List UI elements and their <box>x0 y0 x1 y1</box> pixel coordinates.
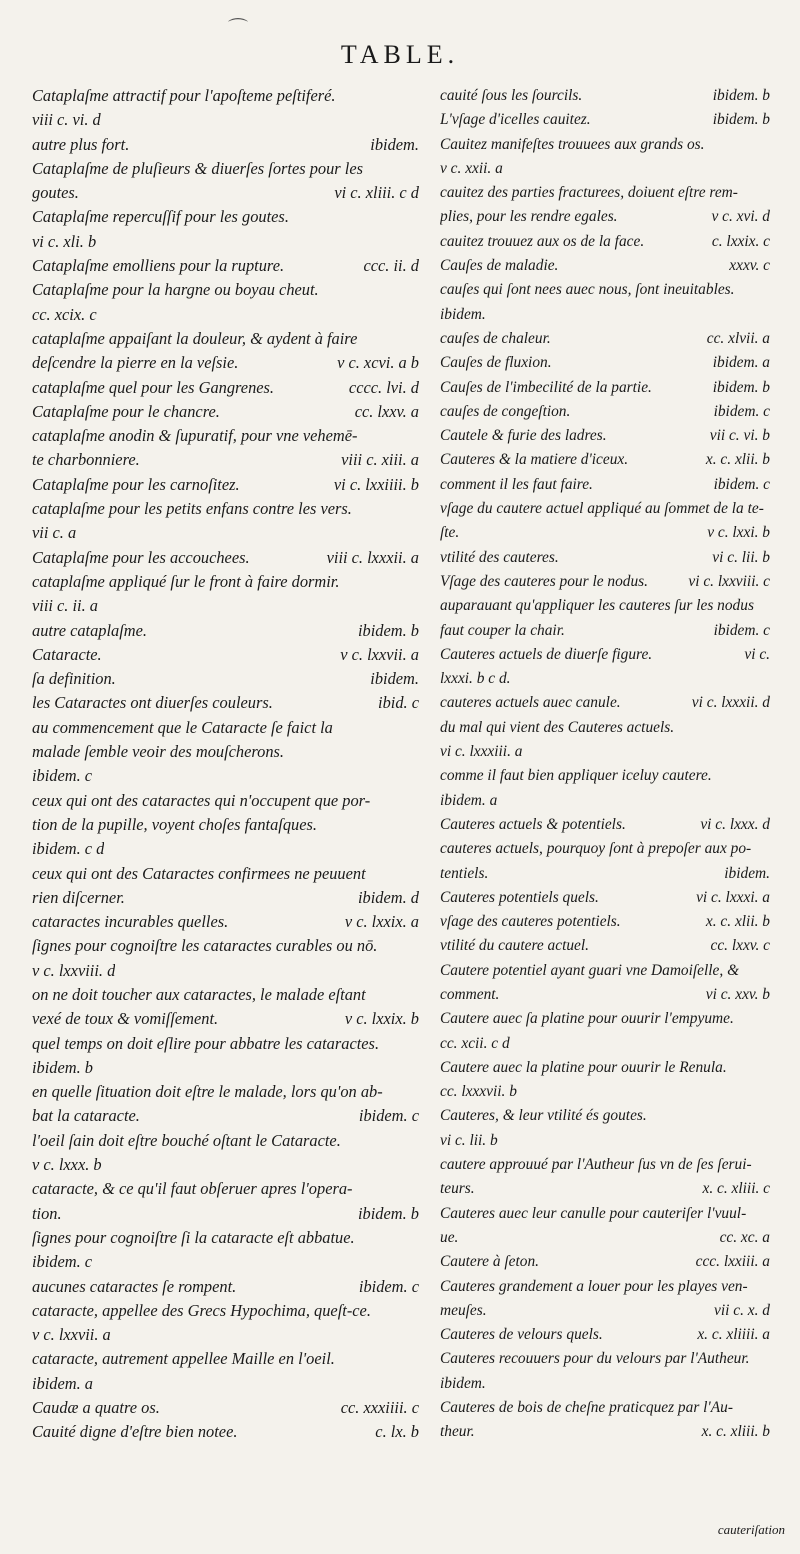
index-entry <box>32 157 419 181</box>
entry-reference: vii c. x. d <box>714 1301 770 1319</box>
entry-reference: vii c. vi. b <box>709 427 770 445</box>
index-entry <box>32 1299 419 1323</box>
index-entry <box>32 473 419 497</box>
entry-text: Cauſes de l'imbecilité de la partie. <box>440 378 652 396</box>
entry-text: vſage des cauteres potentiels. <box>440 913 621 931</box>
entry-text: vi c. lxxxiii. a <box>440 743 523 761</box>
index-entry <box>440 691 770 715</box>
entry-text: Cautele & furie des ladres. <box>440 427 607 445</box>
entry-text: Cauſes de fluxion. <box>440 354 552 372</box>
entry-text: meuſes. <box>440 1301 487 1319</box>
entry-text: ue. <box>440 1228 459 1246</box>
index-entry <box>440 594 770 618</box>
index-entry <box>440 764 770 788</box>
index-entry <box>32 764 419 788</box>
entry-text: ceux qui ont des cataractes qui n'occupent que por- <box>32 790 371 810</box>
entry-reference: ibidem. b <box>712 111 770 129</box>
entry-reference: ibidem. d <box>357 887 419 907</box>
index-entry <box>440 1153 770 1177</box>
index-entry <box>32 1032 419 1056</box>
index-entry <box>440 1275 770 1299</box>
entry-text: te charbonniere. <box>32 450 140 470</box>
entry-text: Cauteres potentiels quels. <box>440 888 599 906</box>
entry-text: cauitez trouuez aux os de la face. <box>440 232 645 250</box>
entry-text: ibidem. a <box>440 791 498 809</box>
entry-reference: ibidem. b <box>712 378 770 396</box>
entry-text: cc. xcii. c d <box>440 1034 510 1052</box>
index-entry <box>440 546 770 570</box>
index-entry <box>440 424 770 448</box>
index-entry <box>32 789 419 813</box>
entry-text: cauteres actuels auec canule. <box>440 694 621 712</box>
index-entry <box>440 934 770 958</box>
index-entry <box>440 1032 770 1056</box>
index-entry <box>440 667 770 691</box>
index-entry <box>440 789 770 813</box>
entry-text: Cataplaſme pour le chancre. <box>32 401 220 421</box>
entry-reference: x. c. xliii. b <box>701 1423 770 1441</box>
index-entry <box>440 497 770 521</box>
entry-text: Vſage des cauteres pour le nodus. <box>440 572 649 590</box>
index-entry <box>440 1056 770 1080</box>
index-entry <box>440 813 770 837</box>
index-entry <box>440 1299 770 1323</box>
index-entry <box>440 1226 770 1250</box>
entry-text: v c. lxxx. b <box>32 1155 102 1175</box>
index-entry <box>440 448 770 472</box>
index-entry <box>32 983 419 1007</box>
index-entry <box>32 1153 419 1177</box>
index-entry <box>32 594 419 618</box>
entry-text: viii c. ii. a <box>32 596 99 616</box>
index-entry <box>32 376 419 400</box>
index-entry <box>32 862 419 886</box>
index-entry <box>440 376 770 400</box>
index-entry <box>32 448 419 472</box>
index-entry <box>440 157 770 181</box>
entry-text: comment. <box>440 985 500 1003</box>
index-entry <box>440 1129 770 1153</box>
index-entry <box>32 1420 419 1444</box>
index-entry <box>440 570 770 594</box>
entry-text: cataractes incurables quelles. <box>32 912 229 932</box>
index-entry <box>440 1420 770 1444</box>
index-entry <box>440 181 770 205</box>
entry-text: malade ſemble veoir des mouſcherons. <box>32 742 285 762</box>
index-entry <box>440 84 770 108</box>
index-entry <box>32 1104 419 1128</box>
index-entry <box>440 400 770 424</box>
entry-reference: x. c. xliii. c <box>702 1180 770 1198</box>
entry-text: cataracte, autrement appellee Maille en l'oeil. <box>32 1349 335 1369</box>
entry-text: ceux qui ont des Cataractes confirmees ne peuuent <box>32 863 366 883</box>
entry-text: Cauitez manifeſtes trouuees aux grands os. <box>440 135 705 153</box>
index-column-left <box>32 84 419 1445</box>
index-entry <box>440 278 770 302</box>
entry-text: cautere approuué par l'Autheur ſus vn de ſes ſerui- <box>440 1156 752 1174</box>
index-entry <box>440 1104 770 1128</box>
index-entry <box>32 230 419 254</box>
entry-text: vi c. lii. b <box>440 1131 498 1149</box>
entry-text: autre cataplaſme. <box>32 620 148 640</box>
entry-text: les Cataractes ont diuerſes couleurs. <box>32 693 273 713</box>
index-entry <box>32 181 419 205</box>
entry-text: cauité ſous les ſourcils. <box>440 87 583 104</box>
entry-text: l'oeil ſain doit eſtre bouché oſtant le Cataracte. <box>32 1130 341 1150</box>
index-entry <box>32 424 419 448</box>
entry-text: ſa definition. <box>32 669 116 689</box>
entry-text: tion. <box>32 1203 62 1223</box>
index-entry <box>32 910 419 934</box>
entry-text: Cauteres & la matiere d'iceux. <box>440 451 629 469</box>
index-entry <box>32 1177 419 1201</box>
entry-text: viii c. vi. d <box>32 110 101 130</box>
entry-text: rien diſcerner. <box>32 887 125 907</box>
index-entry <box>32 619 419 643</box>
index-entry <box>440 327 770 351</box>
entry-reference: ibidem. a <box>712 354 770 372</box>
index-entry <box>32 278 419 302</box>
index-entry <box>32 1080 419 1104</box>
entry-reference: ibidem. b <box>712 87 770 104</box>
entry-reference: v c. lxxi. b <box>707 524 770 542</box>
index-entry <box>32 1275 419 1299</box>
entry-text: ibidem. c d <box>32 839 105 859</box>
index-entry <box>32 400 419 424</box>
entry-reference: ibidem. <box>370 669 419 689</box>
index-entry <box>440 643 770 667</box>
entry-text: Cataplaſme repercuſſif pour les goutes. <box>32 207 289 227</box>
entry-text: cataplaſme appaiſant la douleur, & aydent à faire <box>32 328 358 348</box>
entry-reference: ibidem. <box>370 134 419 154</box>
entry-text: ſignes pour cognoiſtre les cataractes curables ou nō. <box>32 936 378 956</box>
entry-reference: viii c. xiii. a <box>341 450 419 470</box>
entry-text: vexé de toux & vomiſſement. <box>32 1009 219 1029</box>
index-entry <box>32 84 419 108</box>
index-entry <box>32 205 419 229</box>
index-entry <box>32 1056 419 1080</box>
entry-text: cauſes de chaleur. <box>440 329 551 347</box>
entry-text: faut couper la chair. <box>440 621 565 639</box>
index-entry <box>440 716 770 740</box>
entry-text: Cautere potentiel ayant guari vne Damoiſelle, & <box>440 961 740 979</box>
entry-text: cataplaſme anodin & ſupuratif, pour vne vehemē- <box>32 426 358 446</box>
index-entry <box>32 254 419 278</box>
index-entry <box>32 351 419 375</box>
index-entry <box>440 1396 770 1420</box>
entry-text: Cautere à ſeton. <box>440 1253 540 1271</box>
index-entry <box>32 1129 419 1153</box>
entry-text: au commencement que le Cataracte ſe faict la <box>32 717 333 737</box>
entry-reference: vi c. lii. b <box>712 548 770 566</box>
entry-text: quel temps on doit eſlire pour abbatre les cataractes. <box>32 1033 380 1053</box>
entry-reference: ibidem. c <box>713 621 770 639</box>
entry-reference: ccc. lxxiii. a <box>695 1253 770 1271</box>
entry-reference: vi c. xliii. c d <box>334 183 419 203</box>
index-entry <box>440 133 770 157</box>
entry-reference: ibidem. b <box>357 620 419 640</box>
entry-reference: v c. lxxix. b <box>344 1009 419 1029</box>
index-entry <box>32 1007 419 1031</box>
index-entry <box>32 1250 419 1274</box>
entry-reference: vi c. lxxxii. d <box>691 694 770 712</box>
entry-text: cataplaſme appliqué ſur le front à faire dormir. <box>32 571 340 591</box>
entry-text: cauſes qui ſont nees auec nous, ſont ineuitables. <box>440 281 735 299</box>
entry-text: comment il les faut faire. <box>440 475 593 493</box>
entry-reference: ccc. ii. d <box>363 256 419 276</box>
entry-reference: vi c. lxxx. d <box>700 815 770 833</box>
entry-reference: cccc. lvi. d <box>348 377 419 397</box>
index-entry <box>440 740 770 764</box>
entry-text: v c. xxii. a <box>440 159 503 177</box>
entry-reference: x. c. xliiii. a <box>697 1326 770 1344</box>
index-entry <box>440 1347 770 1371</box>
entry-text: ibidem. c <box>32 766 93 786</box>
entry-text: v c. lxxviii. d <box>32 960 116 980</box>
index-entry <box>32 934 419 958</box>
index-entry <box>440 254 770 278</box>
entry-text: Cauteres grandement a louer pour les playes ven- <box>440 1277 748 1295</box>
entry-text: Cauteres recouuers pour du velours par l'Autheur. <box>440 1350 750 1368</box>
index-entry <box>440 521 770 545</box>
entry-reference: ibidem. <box>724 864 770 882</box>
entry-text: Cautere auec la platine pour ouurir le Renula. <box>440 1058 727 1076</box>
index-entry <box>440 862 770 886</box>
entry-text: aucunes cataractes ſe rompent. <box>32 1276 237 1296</box>
entry-text: auparauant qu'appliquer les cauteres ſur les nodus <box>440 597 754 615</box>
entry-reference: cc. lxxv. c <box>710 937 770 955</box>
entry-text: L'vſage d'icelles cauitez. <box>440 111 591 129</box>
entry-text: autre plus fort. <box>32 134 130 154</box>
index-entry <box>32 1202 419 1226</box>
index-column-right <box>440 84 770 1445</box>
entry-text: deſcendre la pierre en la veſsie. <box>32 353 239 373</box>
entry-text: Cataplaſme de pluſieurs & diuerſes ſortes pour les <box>32 158 363 178</box>
entry-text: Caudæ a quatre os. <box>32 1398 160 1418</box>
entry-text: Cauteres actuels de diuerſe figure. <box>440 645 653 663</box>
index-entry <box>440 983 770 1007</box>
entry-text: Cauité digne d'eſtre bien notee. <box>32 1422 238 1442</box>
entry-text: comme il faut bien appliquer iceluy cautere. <box>440 767 712 785</box>
entry-reference: v c. lxxix. a <box>344 912 419 932</box>
entry-text: ſte. <box>440 524 460 542</box>
index-entry <box>440 303 770 327</box>
index-entry <box>32 813 419 837</box>
entry-reference: c. lxxix. c <box>711 232 770 250</box>
entry-text: Cauteres de bois de cheſne praticquez par l'Au- <box>440 1399 733 1417</box>
index-entry <box>440 1177 770 1201</box>
index-entry <box>32 521 419 545</box>
entry-text: Cauteres, & leur vtilité és goutes. <box>440 1107 647 1125</box>
entry-text: Cauſes de maladie. <box>440 257 559 275</box>
index-entry <box>440 1007 770 1031</box>
entry-reference: cc. xc. a <box>719 1228 770 1246</box>
entry-text: Cataplaſme pour la hargne ou boyau cheut. <box>32 280 319 300</box>
entry-text: cataplaſme quel pour les Gangrenes. <box>32 377 275 397</box>
entry-text: lxxxi. b c d. <box>440 670 511 688</box>
entry-reference: v c. xvi. d <box>711 208 770 226</box>
entry-text: ibidem. a <box>32 1373 94 1393</box>
entry-text: cauſes de congeſtion. <box>440 402 571 420</box>
entry-text: bat la cataracte. <box>32 1106 140 1126</box>
index-entry <box>32 1372 419 1396</box>
entry-text: Cauteres actuels & potentiels. <box>440 815 626 833</box>
entry-text: theur. <box>440 1423 475 1441</box>
entry-text: cauteres actuels, pourquoy ſont à prepoſer aux po- <box>440 840 752 858</box>
index-entry <box>32 1347 419 1371</box>
entry-reference: ibidem. b <box>357 1203 419 1223</box>
entry-text: vii c. a <box>32 523 77 543</box>
index-entry <box>440 910 770 934</box>
entry-text: Cautere auec ſa platine pour ouurir l'empyume. <box>440 1010 734 1028</box>
index-entry <box>32 643 419 667</box>
margin-mark: ⌒ <box>228 18 248 40</box>
entry-text: Cataracte. <box>32 644 102 664</box>
index-entry <box>440 473 770 497</box>
index-entry <box>440 351 770 375</box>
entry-reference: cc. lxxv. a <box>354 401 419 421</box>
index-entry <box>32 1226 419 1250</box>
entry-reference: cc. xlvii. a <box>706 329 770 347</box>
entry-reference: x. c. xlii. b <box>705 913 770 931</box>
entry-reference: cc. xxxiiii. c <box>340 1398 419 1418</box>
entry-text: Cataplaſme pour les carnoſitez. <box>32 474 240 494</box>
index-entry <box>440 1250 770 1274</box>
entry-reference: viii c. lxxxii. a <box>326 547 419 567</box>
index-entry <box>440 837 770 861</box>
entry-text: vi c. xli. b <box>32 231 97 251</box>
entry-text: tentiels. <box>440 864 489 882</box>
index-entry <box>32 303 419 327</box>
entry-text: vtilité des cauteres. <box>440 548 559 566</box>
index-entry <box>440 1323 770 1347</box>
entry-text: teurs. <box>440 1180 475 1198</box>
index-entry <box>32 886 419 910</box>
index-entry <box>32 133 419 157</box>
entry-text: ibidem. <box>440 1374 486 1392</box>
entry-reference: ibidem. c <box>713 402 770 420</box>
entry-text: ibidem. b <box>32 1057 94 1077</box>
index-entry <box>440 959 770 983</box>
index-entry <box>440 205 770 229</box>
entry-text: du mal qui vient des Cauteres actuels. <box>440 718 675 736</box>
entry-reference: ibidem. c <box>358 1276 419 1296</box>
index-entry <box>32 1396 419 1420</box>
entry-reference: ibid. c <box>378 693 419 713</box>
index-entry <box>32 1323 419 1347</box>
entry-text: plies, pour les rendre egales. <box>440 208 618 226</box>
index-entry <box>440 230 770 254</box>
index-entry <box>440 886 770 910</box>
entry-reference: vi c. xxv. b <box>705 985 770 1003</box>
index-entry <box>440 1202 770 1226</box>
index-entry <box>32 837 419 861</box>
entry-text: tion de la pupille, voyent choſes fantaſques. <box>32 814 317 834</box>
entry-text: goutes. <box>32 183 79 203</box>
entry-reference: x. c. xlii. b <box>705 451 770 469</box>
index-entry <box>440 619 770 643</box>
index-entry <box>32 691 419 715</box>
index-entry <box>32 108 419 132</box>
entry-reference: xxxv. c <box>729 257 770 275</box>
entry-reference: vi c. lxxiiii. b <box>333 474 419 494</box>
entry-text: ibidem. c <box>32 1252 93 1272</box>
entry-reference: vi c. lxxviii. c <box>688 572 770 590</box>
entry-text: Cataplaſme pour les accouchees. <box>32 547 250 567</box>
entry-reference: ibidem. c <box>358 1106 419 1126</box>
entry-text: cataracte, appellee des Grecs Hypochima, queſt-ce. <box>32 1300 371 1320</box>
entry-reference: c. lx. b <box>375 1422 419 1442</box>
entry-text: cauitez des parties fracturees, doiuent eſtre rem- <box>440 184 738 202</box>
entry-text: ibidem. <box>440 305 486 323</box>
index-entry <box>440 1080 770 1104</box>
index-entry <box>32 570 419 594</box>
index-entry <box>440 108 770 132</box>
entry-text: cc. lxxxvii. b <box>440 1083 517 1101</box>
entry-text: Cataplaſme emolliens pour la rupture. <box>32 256 285 276</box>
entry-text: cataplaſme pour les petits enfans contre les vers. <box>32 499 352 519</box>
entry-reference: v c. lxxvii. a <box>340 644 419 664</box>
index-entry <box>32 497 419 521</box>
index-entry <box>32 716 419 740</box>
index-entry <box>32 546 419 570</box>
index-entry <box>32 740 419 764</box>
page-title: TABLE. <box>340 40 460 69</box>
entry-reference: v c. xcvi. a b <box>337 353 419 373</box>
entry-text: en quelle ſituation doit eſtre le malade, lors qu'on ab- <box>32 1082 383 1102</box>
entry-reference: ibidem. c <box>713 475 770 493</box>
entry-text: on ne doit toucher aux cataractes, le malade eſtant <box>32 984 366 1004</box>
index-entry <box>32 667 419 691</box>
index-entry <box>32 327 419 351</box>
entry-text: cataracte, & ce qu'il faut obſeruer apres l'opera- <box>32 1179 353 1199</box>
entry-text: v c. lxxvii. a <box>32 1325 111 1345</box>
entry-text: vſage du cautere actuel appliqué au ſommet de la te- <box>440 500 764 518</box>
entry-text: Cataplaſme attractif pour l'apoſteme peſtiferé. <box>32 86 336 105</box>
entry-text: Cauteres de velours quels. <box>440 1326 603 1344</box>
catchword: cauteriſation <box>717 1522 785 1537</box>
index-entry <box>440 1372 770 1396</box>
entry-reference: vi c. lxxxi. a <box>696 888 770 906</box>
entry-text: vtilité du cautere actuel. <box>440 937 590 955</box>
index-entry <box>32 959 419 983</box>
entry-text: Cauteres auec leur canulle pour cauteriſer l'vuul- <box>440 1204 747 1222</box>
entry-text: ſignes pour cognoiſtre ſi la cataracte eſt abbatue. <box>32 1227 355 1247</box>
entry-reference: vi c. <box>744 645 770 663</box>
entry-text: cc. xcix. c <box>32 304 97 324</box>
